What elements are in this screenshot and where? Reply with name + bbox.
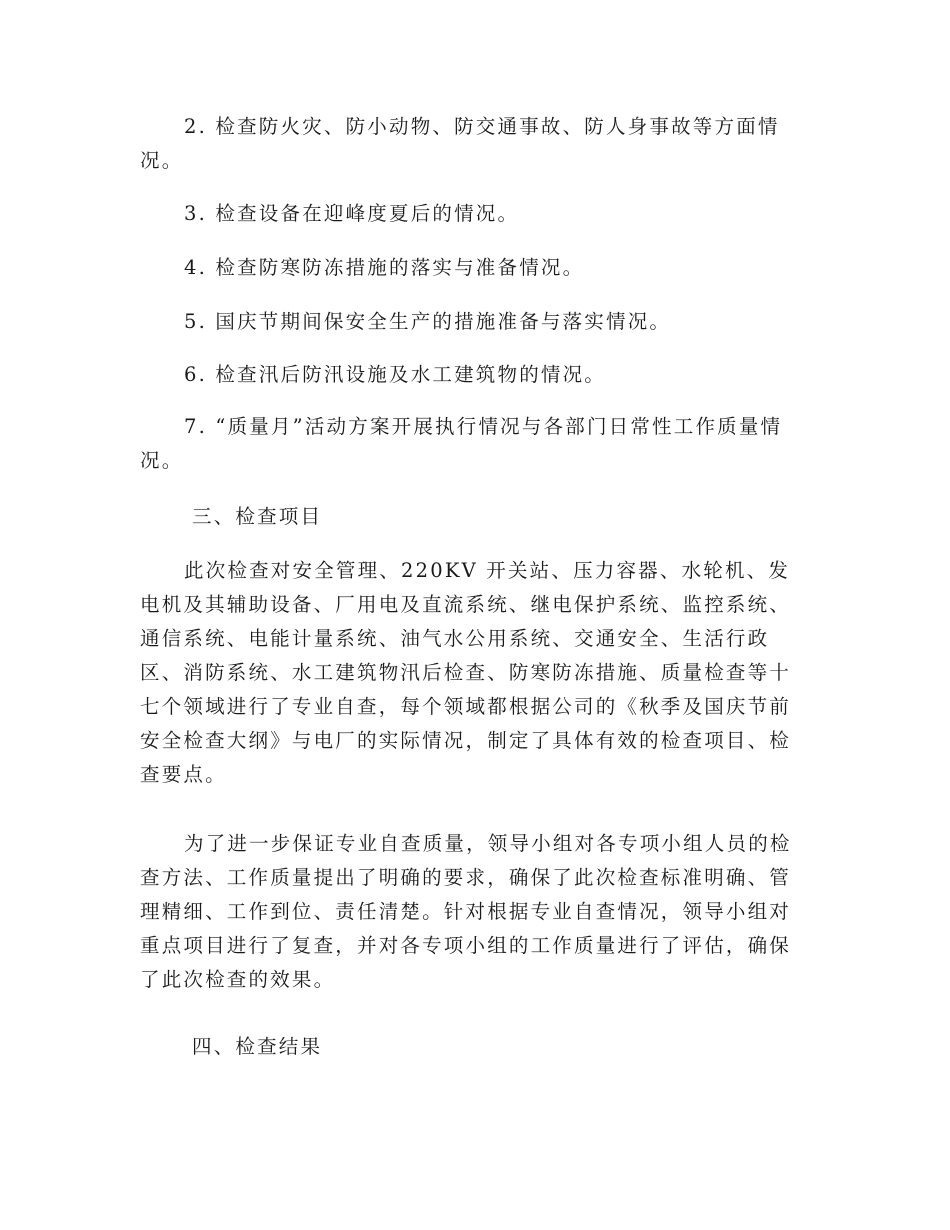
quality-assurance-paragraph: 为了进一步保证专业自查质量，领导小组对各专项小组人员的检查方法、工作质量提出了明确的要求，确保了此次检查标准明确、管理精细、工作到位、责任清楚。针对根据专业自查情况，领导小组对重点项目进行了复查，并对各专项小组的工作质量进行了评估，确保了此次检查的效果。 — [140, 832, 792, 991]
item-3: 3. 检查设备在迎峰度夏后的情况。 — [184, 202, 520, 225]
inspection-scope-paragraph: 此次检查对安全管理、220KV 开关站、压力容器、水轮机、发电机及其辅助设备、厂用电及直流系统、继电保护系统、监控系统、通信系统、电能计量系统、油气水公用系统、交通安全、生活行政区、消防系统、水工建筑物汛后检查、防寒防冻措施、质量检查等十七个领域进行了专业自查，每个领域都根据公司的《秋季及国庆节前安全检查大纲》与电厂的实际情况，制定了具体有效的检查项目、检查要点。 — [140, 559, 792, 786]
item-2: 2. 检查防火灾、防小动物、防交通事故、防人身事故等方面情况。 — [140, 115, 780, 172]
item-7: 7. “质量月”活动方案开展执行情况与各部门日常性工作质量情况。 — [140, 415, 783, 472]
item-5: 5. 国庆节期间保安全生产的措施准备与落实情况。 — [184, 310, 672, 333]
item-4: 4. 检查防寒防冻措施的落实与准备情况。 — [184, 256, 585, 279]
item-6: 6. 检查汛后防汛设施及水工建筑物的情况。 — [184, 363, 607, 386]
section-heading-inspection-items: 三、检查项目 — [192, 505, 323, 528]
section-heading-inspection-results: 四、检查结果 — [192, 1035, 323, 1058]
